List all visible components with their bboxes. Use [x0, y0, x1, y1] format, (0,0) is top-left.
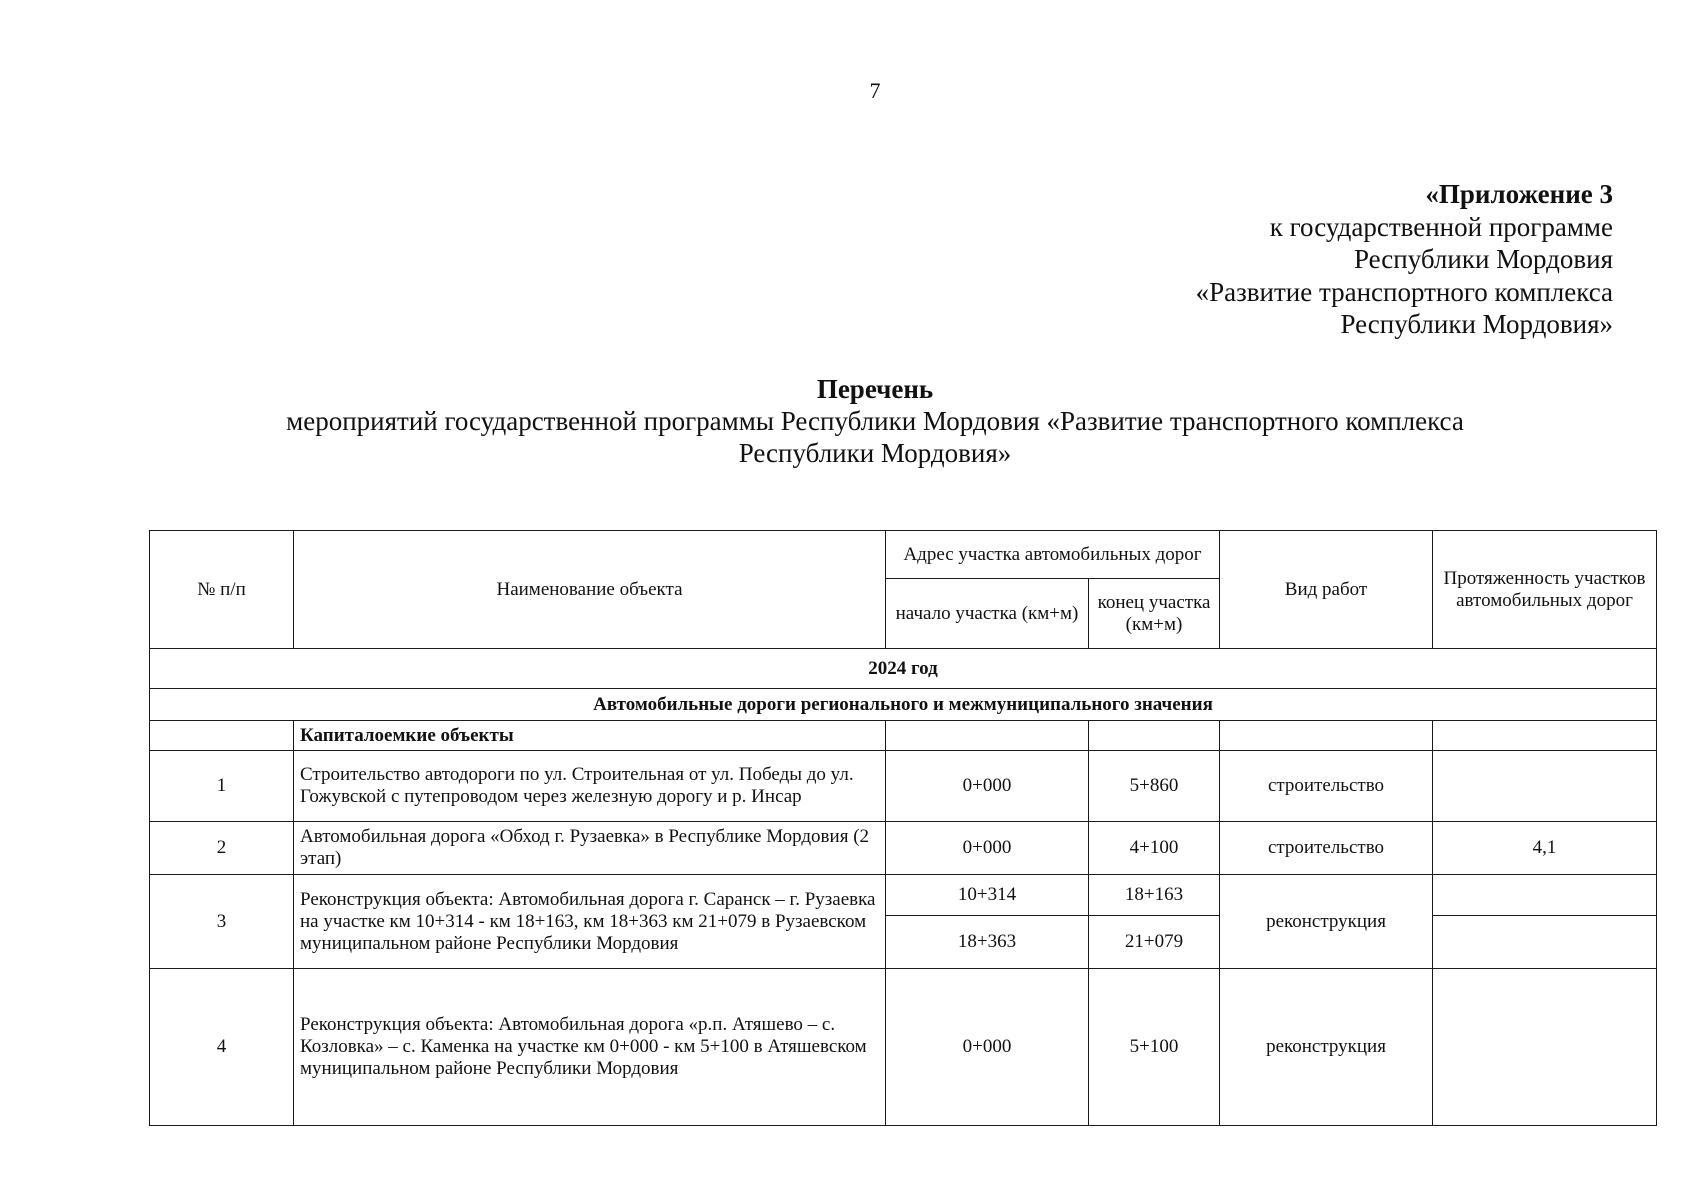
subsection-row	[150, 721, 1657, 751]
row-start: 0+000	[886, 969, 1089, 1126]
year-row	[150, 649, 1657, 689]
table-cell	[1433, 721, 1657, 751]
row-work-type: реконструкция	[1220, 969, 1433, 1126]
table-row	[150, 751, 1657, 822]
appendix-line: к государственной программе	[1269, 211, 1613, 242]
row-length	[1433, 969, 1657, 1126]
row-end: 18+163	[1089, 875, 1220, 916]
row-start: 10+314	[886, 875, 1089, 916]
row-name: Строительство автодороги по ул. Строительная от ул. Победы до ул. Гожувской с путепроводом через железную дорогу и р. Инсар	[294, 751, 886, 822]
row-work-type: строительство	[1220, 751, 1433, 822]
header-end: конец участка (км+м)	[1089, 579, 1220, 649]
row-name: Автомобильная дорога «Обход г. Рузаевка» в Республике Мордовия (2 этап)	[294, 822, 886, 875]
row-length	[1433, 875, 1657, 916]
header-address: Адрес участка автомобильных дорог	[886, 531, 1220, 579]
document-title: Перечень	[816, 374, 934, 404]
row-end: 5+860	[1089, 751, 1220, 822]
row-end: 21+079	[1089, 916, 1220, 969]
appendix-line: Республики Мордовия	[1353, 244, 1613, 274]
section-row	[150, 689, 1657, 721]
row-work-type: строительство	[1220, 822, 1433, 875]
row-name: Реконструкция объекта: Автомобильная дорога г. Саранск – г. Рузаевка на участке км 10+314 - км 18+163, км 18+363 км 21+079 в Рузаевском муниципальном районе Республики Мордовия	[294, 875, 886, 969]
appendix-line: Республики Мордовия»	[1340, 309, 1613, 339]
document-subtitle: мероприятий государственной программы Республики Мордовия «Развитие транспортного комплекса	[286, 406, 1464, 436]
row-end: 5+100	[1089, 969, 1220, 1126]
document-heading	[150, 373, 1600, 469]
page-number: 7	[869, 78, 881, 103]
year-label: 2024 год	[150, 649, 1657, 689]
table-cell	[1220, 721, 1433, 751]
events-table	[149, 530, 1657, 1126]
row-end: 4+100	[1089, 822, 1220, 875]
row-start: 0+000	[886, 751, 1089, 822]
table-header-row	[150, 531, 1657, 579]
row-num: 2	[150, 822, 294, 875]
appendix-header	[913, 178, 1613, 341]
row-num: 4	[150, 969, 294, 1126]
appendix-title: «Приложение 3	[1425, 179, 1613, 209]
row-num: 3	[150, 875, 294, 969]
row-name: Реконструкция объекта: Автомобильная дорога «р.п. Атяшево – с. Козловка» – с. Каменка на участке км 0+000 - км 5+100 в Атяшевском муниципальном районе Республики Мордовия	[294, 969, 886, 1126]
section-label: Автомобильные дороги регионального и межмуниципального значения	[150, 689, 1657, 721]
header-length: Протяженность участков автомобильных дорог	[1433, 531, 1657, 649]
table-row	[150, 969, 1657, 1126]
row-length: 4,1	[1433, 822, 1657, 875]
header-start: начало участка (км+м)	[886, 579, 1089, 649]
row-num: 1	[150, 751, 294, 822]
appendix-line: «Развитие транспортного комплекса	[1195, 276, 1613, 307]
row-length	[1433, 916, 1657, 969]
table-row	[150, 875, 1657, 916]
header-name: Наименование объекта	[294, 531, 886, 649]
row-start: 18+363	[886, 916, 1089, 969]
row-length	[1433, 751, 1657, 822]
document-subtitle: Республики Мордовия»	[738, 438, 1012, 468]
table-row	[150, 822, 1657, 875]
table-cell	[150, 721, 294, 751]
header-num: № п/п	[150, 531, 294, 649]
table-cell	[1089, 721, 1220, 751]
row-work-type: реконструкция	[1220, 875, 1433, 969]
table-cell	[886, 721, 1089, 751]
row-start: 0+000	[886, 822, 1089, 875]
header-work-type: Вид работ	[1220, 531, 1433, 649]
subsection-label: Капиталоемкие объекты	[294, 721, 886, 751]
